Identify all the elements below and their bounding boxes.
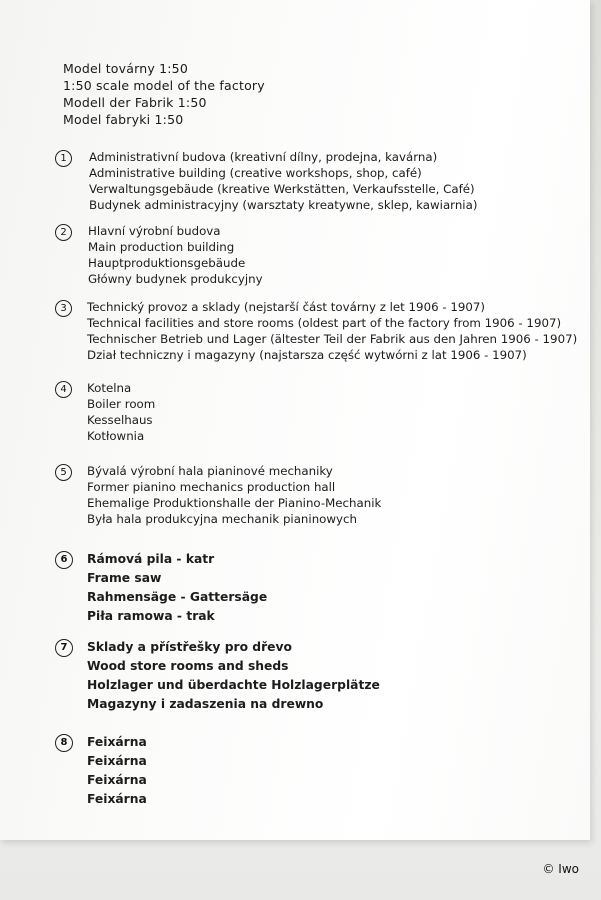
entry-line: Ehemalige Produktionshalle der Pianino-Mechanik	[87, 496, 382, 510]
title-line-cz: Model továrny 1:50	[63, 61, 188, 76]
entry-line: Holzlager und überdachte Holzlagerplätze	[87, 678, 380, 692]
entry-line: Feixárna	[87, 792, 147, 806]
entry-line: Verwaltungsgebäude (kreative Werkstätten, Verkaufsstelle, Café)	[89, 182, 475, 196]
entry-line: Wood store rooms and sheds	[87, 659, 289, 673]
circled-number-5: 5	[55, 464, 72, 481]
entry-line: Feixárna	[87, 735, 147, 749]
entry-line: Hlavní výrobní budova	[88, 224, 221, 238]
entry-line: Magazyny i zadaszenia na drewno	[87, 697, 324, 711]
entry-line: Feixárna	[87, 754, 147, 768]
entry-line: Frame saw	[87, 571, 162, 585]
entry-line: Feixárna	[87, 773, 147, 787]
title-line-en: 1:50 scale model of the factory	[63, 78, 265, 93]
entry-line: Technischer Betrieb und Lager (ältester Teil der Fabrik aus den Jahren 1906 - 1907)	[87, 332, 578, 346]
entry-line: Technical facilities and store rooms (oldest part of the factory from 1906 - 1907)	[87, 316, 562, 330]
entry-line: Bývalá výrobní hala pianinové mechaniky	[87, 464, 333, 478]
circled-number-7: 7	[55, 639, 73, 657]
entry-line: Kotłownia	[87, 429, 145, 443]
title-line-pl: Model fabryki 1:50	[63, 112, 184, 127]
entry-line: Administrative building (creative workshops, shop, café)	[89, 166, 422, 180]
entry-line: Rámová pila - katr	[87, 552, 215, 566]
entry-line: Main production building	[88, 240, 235, 254]
entry-line: Sklady a přístřešky pro dřevo	[87, 640, 292, 654]
entry-line: Technický provoz a sklady (nejstarší část továrny z let 1906 - 1907)	[87, 300, 485, 314]
entry-line: Dział techniczny i magazyny (najstarsza część wytwórni z lat 1906 - 1907)	[87, 348, 527, 362]
entry-line: Była hala produkcyjna mechanik pianinowych	[87, 512, 357, 526]
circled-number-8: 8	[55, 734, 73, 752]
entry-line: Administrativní budova (kreativní dílny, prodejna, kavárna)	[89, 150, 438, 164]
circled-number-2: 2	[55, 224, 72, 241]
entry-line: Budynek administracyjny (warsztaty kreatywne, sklep, kawiarnia)	[89, 198, 478, 212]
circled-number-4: 4	[55, 381, 72, 398]
circled-number-1: 1	[55, 150, 72, 167]
entry-line: Boiler room	[87, 397, 156, 411]
circled-number-3: 3	[55, 300, 72, 317]
title-block	[63, 60, 265, 128]
entry-line: Rahmensäge - Gattersäge	[87, 590, 268, 604]
entry-line: Główny budynek produkcyjny	[88, 272, 263, 286]
title-line-de: Modell der Fabrik 1:50	[63, 95, 207, 110]
entry-line: Hauptproduktionsgebäude	[88, 256, 246, 270]
entry-line: Piła ramowa - trak	[87, 609, 215, 623]
entry-line: Kotelna	[87, 381, 132, 395]
entry-line: Kesselhaus	[87, 413, 153, 427]
circled-number-6: 6	[55, 551, 73, 569]
entry-line: Former pianino mechanics production hall	[87, 480, 336, 494]
copyright-watermark: © Iwo	[542, 862, 579, 876]
